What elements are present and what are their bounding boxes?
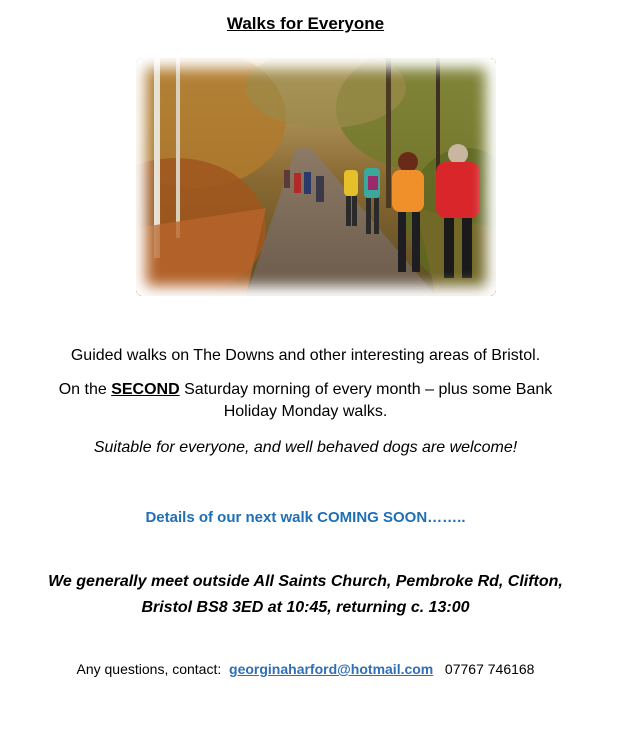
contact-line: [0, 658, 611, 680]
autumn-forest-illustration: [136, 58, 496, 296]
schedule-text-after: Saturday morning of every month – plus some Bank: [179, 381, 553, 398]
meeting-time-line: Bristol BS8 3ED at 10:45, returning c. 13:00: [141, 599, 470, 616]
suitability-line: Suitable for everyone, and well behaved dogs are welcome!: [93, 439, 518, 456]
next-walk-notice: Details of our next walk COMING SOON……..: [145, 509, 466, 526]
schedule-line: [0, 379, 611, 401]
schedule-text-before: On the: [58, 381, 112, 398]
schedule-line-continued: Holiday Monday walks.: [223, 403, 388, 420]
intro-line: Guided walks on The Downs and other interesting areas of Bristol.: [70, 347, 541, 364]
schedule-emphasis: SECOND: [111, 381, 180, 398]
contact-phone: 07767 746168: [433, 661, 535, 677]
group-walk-photo: [136, 58, 496, 296]
contact-prefix: Any questions, contact:: [76, 661, 230, 677]
page-title: Walks for Everyone: [226, 14, 385, 33]
meeting-point-line: We generally meet outside All Saints Church, Pembroke Rd, Clifton,: [48, 573, 563, 590]
contact-email-link[interactable]: georginaharford@hotmail.com: [229, 661, 434, 677]
